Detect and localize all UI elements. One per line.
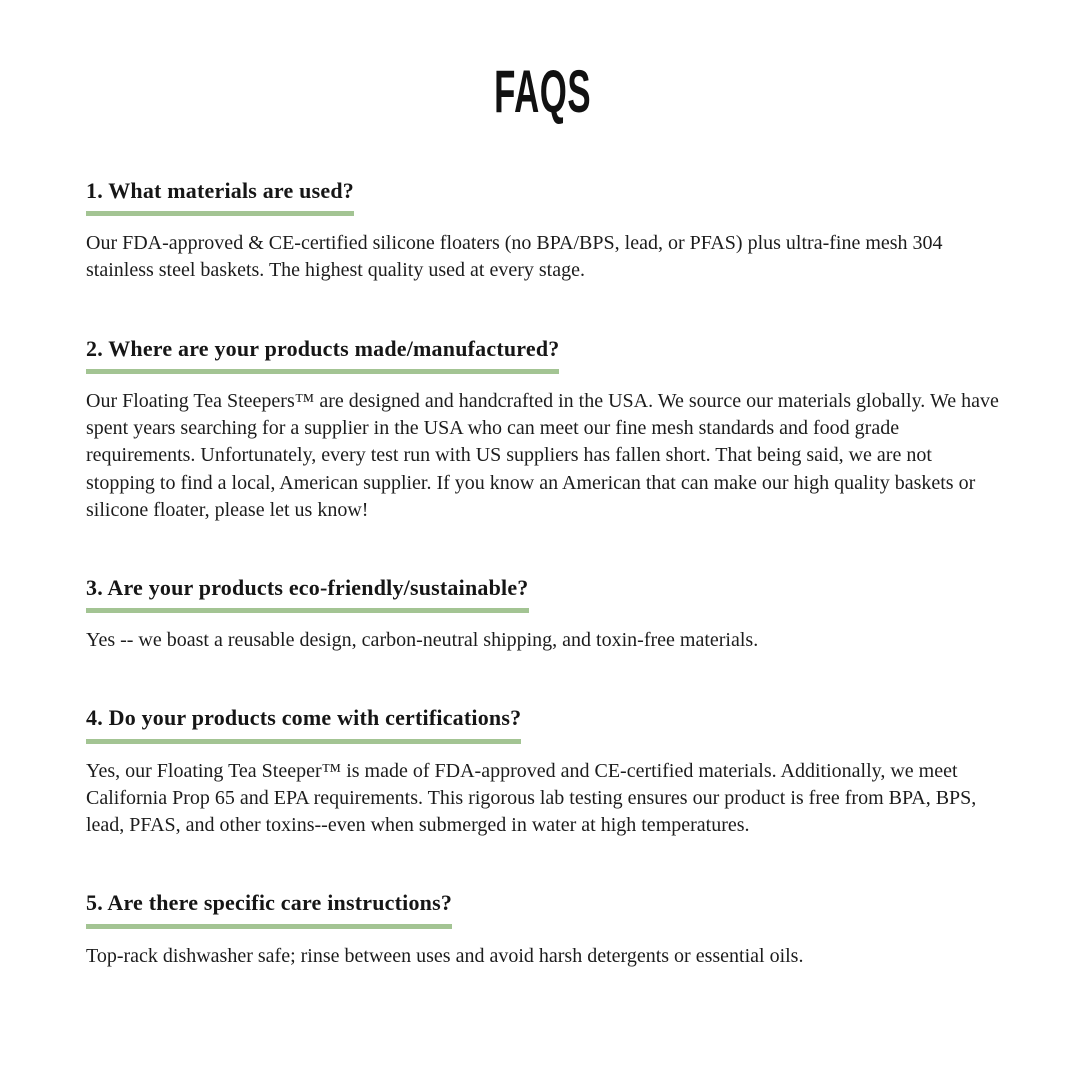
faq-question-2: 2. Where are your products made/manufactured?: [86, 336, 559, 374]
faq-answer-5: Top-rack dishwasher safe; rinse between uses and avoid harsh detergents or essential oils.: [86, 944, 804, 967]
faq-answer-4: Yes, our Floating Tea Steeper™ is made of FDA-approved and CE-certified materials. Additionally, we meet California Prop 65 and EPA requirements. This rigorous lab testing ensures our product is free from BPA, BPS, lead, PFAS, and other toxins--even when submerged in water at high temperatures.: [86, 759, 977, 837]
faq-question-4: 4. Do your products come with certifications?: [86, 705, 521, 743]
faq-question-5: 5. Are there specific care instructions?: [86, 890, 452, 928]
faq-item-5: [86, 890, 1000, 969]
faq-question-3: 3. Are your products eco-friendly/sustainable?: [86, 575, 529, 613]
faq-item-3: [86, 575, 1000, 654]
page-title-text: FAQS: [494, 58, 592, 125]
faq-answer-3: Yes -- we boast a reusable design, carbon-neutral shipping, and toxin-free materials.: [86, 629, 759, 652]
page-title: [86, 58, 1000, 125]
faq-answer-1: Our FDA-approved & CE-certified silicone floaters (no BPA/BPS, lead, or PFAS) plus ultra-fine mesh 304 stainless steel baskets. The highest quality used at every stage.: [86, 232, 943, 282]
faq-answer-2: Our Floating Tea Steepers™ are designed and handcrafted in the USA. We source our materials globally. We have spent years searching for a supplier in the USA who can meet our fine mesh standards and food grade requirements. Unfortunately, every test run with US suppliers has fallen short. That being said, we are not stopping to find a local, American supplier. If you know an American that can make our high quality baskets or silicone floater, please let us know!: [86, 389, 999, 521]
faq-page: [86, 58, 1000, 970]
faq-item-1: [86, 178, 1000, 285]
faq-question-1: 1. What materials are used?: [86, 178, 354, 216]
faq-item-2: [86, 336, 1000, 524]
faq-item-4: [86, 705, 1000, 839]
